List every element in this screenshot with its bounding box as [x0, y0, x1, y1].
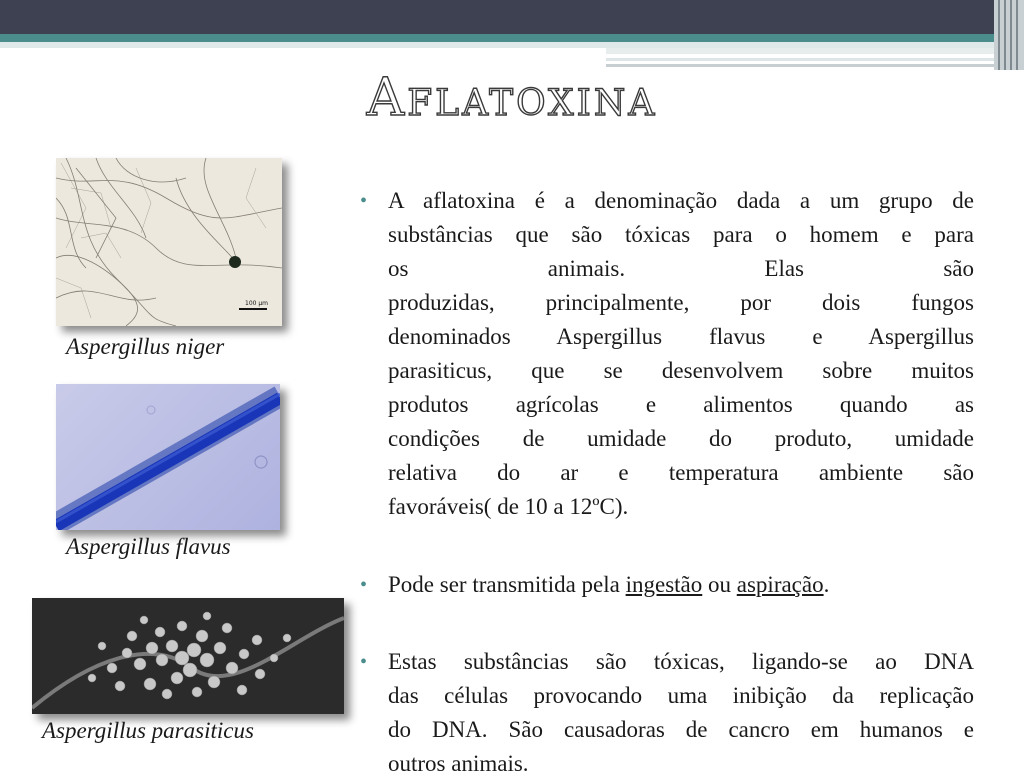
text-line: das células provocando uma inibição da replicação [388, 683, 974, 708]
text-line: os animais. Elas são [388, 256, 974, 281]
text-segment: Pode ser transmitida pela [388, 572, 626, 597]
text-line: A aflatoxina é a denominação dada a um grupo de [388, 188, 974, 213]
caption-aspergillus-parasiticus: Aspergillus parasiticus [42, 718, 254, 743]
header-accent-bar [0, 34, 1024, 42]
slide-title: Aflatoxina [366, 68, 658, 128]
bullet-dot: • [360, 190, 368, 212]
hyphae-drawing [56, 158, 282, 326]
stripe [998, 0, 1000, 70]
header-line [606, 48, 996, 54]
text-line: relativa do ar e temperatura ambiente são [388, 460, 974, 485]
text-line: outros animais. [388, 751, 529, 776]
text-line: substâncias que são tóxicas para o homem e para [388, 222, 974, 247]
caption-aspergillus-flavus: Aspergillus flavus [66, 534, 231, 559]
header-line [606, 64, 996, 67]
sem-spores-drawing [32, 598, 344, 714]
photo-aspergillus-flavus [56, 384, 280, 530]
scale-label: 100 µm [245, 300, 269, 307]
header-line [606, 58, 996, 61]
header-bar [0, 0, 1024, 34]
link-ingestao[interactable]: ingestão [625, 572, 703, 597]
stripe [1016, 0, 1018, 70]
stripe [1004, 0, 1006, 70]
header-right-stripes [994, 0, 1024, 70]
text-line: denominados Aspergillus flavus e Aspergillus [388, 324, 974, 349]
stained-hypha-drawing [56, 384, 280, 530]
text-line: produtos agrícolas e alimentos quando as [388, 392, 974, 417]
text-line: favoráveis( de 10 a 12ºC). [388, 494, 629, 519]
caption-aspergillus-niger: Aspergillus niger [66, 334, 225, 359]
link-aspiracao[interactable]: aspiração [736, 572, 824, 597]
bullet-definition [358, 184, 974, 524]
text-line: parasiticus, que se desenvolvem sobre muitos [388, 358, 974, 383]
photo-aspergillus-parasiticus [32, 598, 344, 714]
bullet-transmission [358, 568, 974, 602]
photo-aspergillus-niger [56, 158, 282, 326]
text-segment: ou [702, 572, 737, 597]
text-line: Estas substâncias são tóxicas, ligando-se ao DNA [388, 649, 974, 674]
stripe [1010, 0, 1012, 70]
text-line: condições de umidade do produto, umidade [388, 426, 974, 451]
text-line: do DNA. São causadoras de cancro em humanos e [388, 717, 974, 742]
bullet-dot: • [360, 651, 368, 673]
bullet-dot: • [360, 574, 368, 596]
text-line: produzidas, principalmente, por dois fungos [388, 290, 974, 315]
bullet-toxicity [358, 645, 974, 781]
text-segment: . [823, 572, 830, 597]
